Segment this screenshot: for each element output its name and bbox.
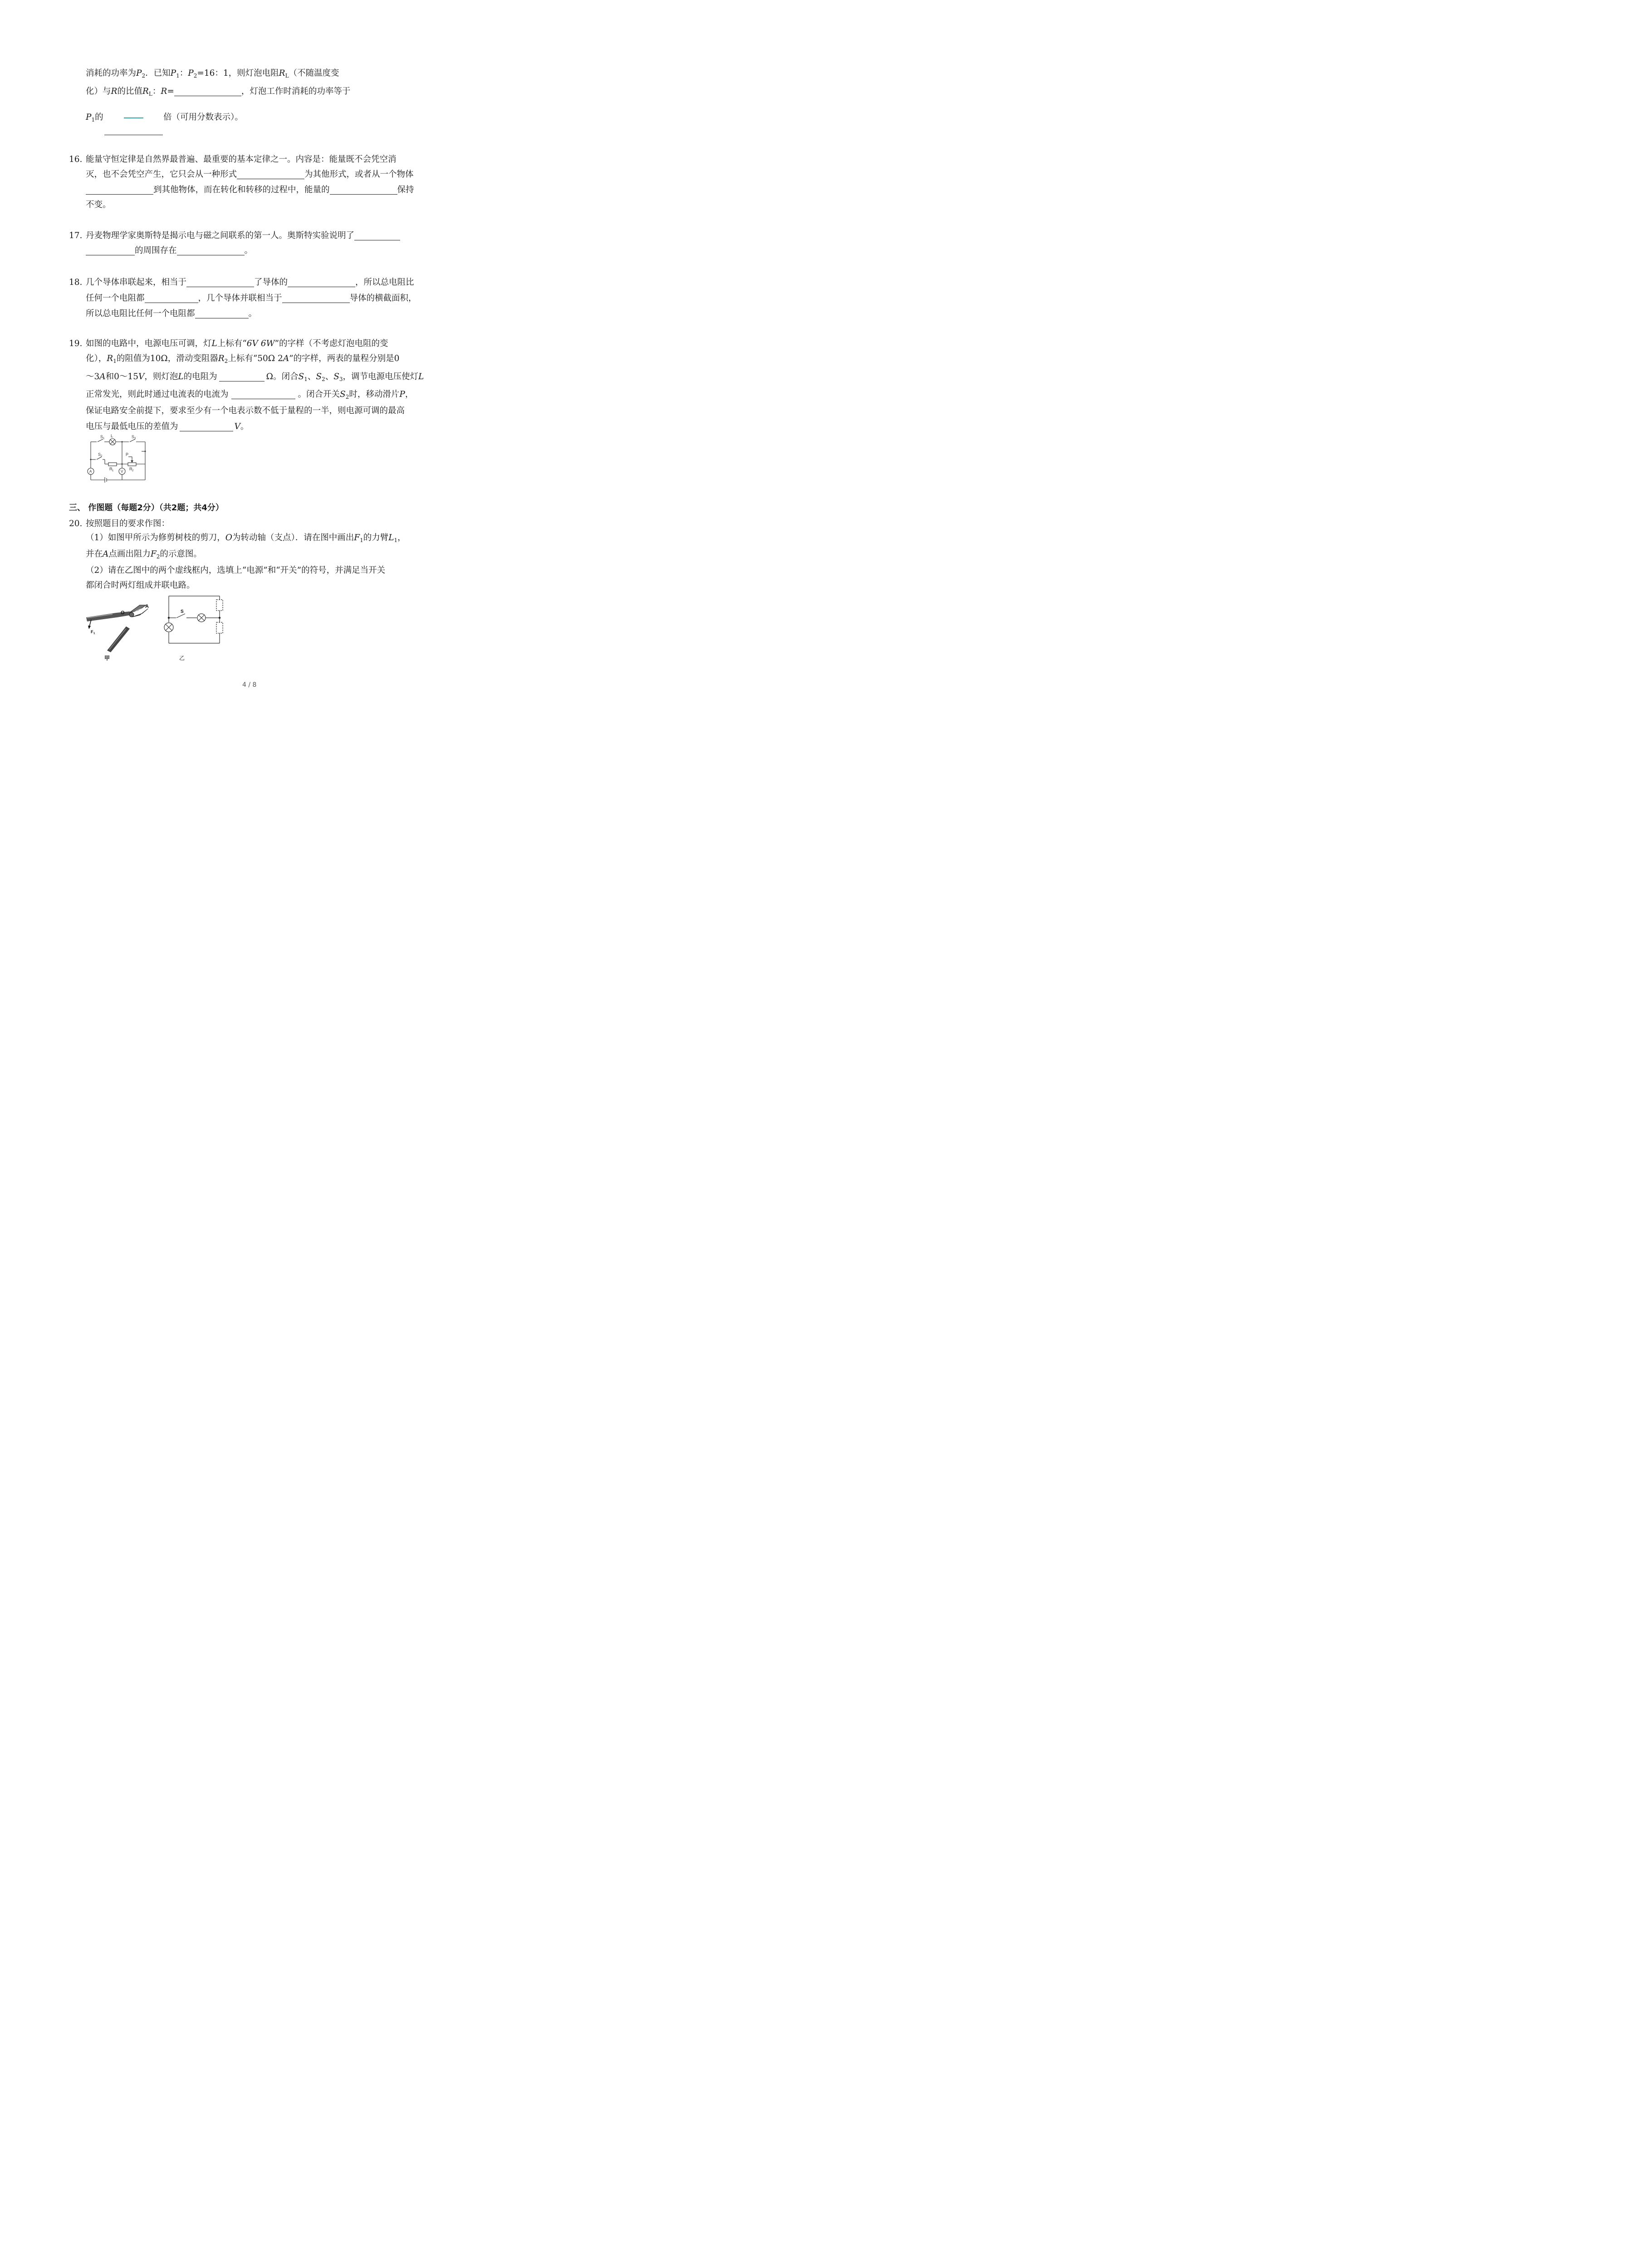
q17-blank-1[interactable] xyxy=(354,231,400,240)
q19-line3: ～3A和0～15V，则灯泡L的电阻为 Ω。闭合$S_1$、$S_2$、$S_3$，调节电源电压使灯L xyxy=(86,372,424,382)
q19-blank-1[interactable] xyxy=(219,372,265,381)
label-s3: S xyxy=(132,435,135,439)
label-s3-sub: 3 xyxy=(134,437,136,440)
label-s1: S xyxy=(100,435,103,439)
q20-line5: 都闭合时两灯组成并联电路。 xyxy=(86,581,195,590)
q17-blank-2[interactable] xyxy=(177,246,245,255)
q18-number: 18. xyxy=(69,278,83,287)
q18-blank-1[interactable] xyxy=(186,278,254,287)
q18-line3: 所以总电阻比任何一个电阻都 。 xyxy=(86,309,257,318)
q18-line2: 任何一个电阻都 ，几个导体并联相当于 导体的横截面积， xyxy=(86,293,417,303)
q19-blank-2[interactable] xyxy=(231,390,295,399)
q19-line1: 如图的电路中，电源电压可调，灯L上标有“6V 6W”的字样（不考虑灯泡电阻的变 xyxy=(86,339,388,348)
q20-line1: 按照题目的要求作图： xyxy=(86,519,170,528)
label-yi: 乙 xyxy=(179,655,185,661)
q17-line1: 丹麦物理学家奥斯特是揭示电与磁之间联系的第一人。奥斯特实验说明了 xyxy=(86,230,400,242)
q17-blank-1-cont[interactable] xyxy=(86,246,135,255)
q16-line1: 能量守恒定律是自然界最普遍、最重要的基本定律之一。内容是：能量既不会凭空消 xyxy=(86,155,397,164)
label-r2-sub: 2 xyxy=(132,469,134,472)
q18-blank-4[interactable] xyxy=(282,293,350,303)
label-s2: S xyxy=(98,452,101,457)
q16-blank-3[interactable] xyxy=(330,185,397,195)
q15-line3: $P_1$的 xyxy=(86,112,103,123)
ammeter-label: A xyxy=(89,469,92,474)
q20-line4: （2）请在乙图中的两个虚线框内，选填上“电源”和“开关”的符号，并满足当开关 xyxy=(86,566,386,575)
q15-answer-blank-1[interactable] xyxy=(174,87,241,96)
label-p: P xyxy=(126,452,129,457)
q16-line3: 到其他物体，而在转化和转移的过程中，能量的 保持 xyxy=(86,184,414,196)
q16-blank-2[interactable] xyxy=(86,185,153,195)
label-f-sub: 1 xyxy=(93,632,95,635)
q20-figure xyxy=(84,592,230,663)
q16-blank-1[interactable] xyxy=(237,170,304,179)
q17-line2: 的周围存在 。 xyxy=(86,245,253,257)
q19-line6: 电压与最低电压的差值为 V。 xyxy=(86,422,249,431)
q19-circuit-diagram xyxy=(84,433,149,483)
q19-line2: 化），$R_1$的阻值为10Ω，滑动变阻器$R_2$上标有“50Ω 2A”的字样，两表的量程分别是0 xyxy=(86,354,400,364)
q15-line3-tail: 倍（可用分数表示）。 xyxy=(163,112,243,122)
q19-number: 19. xyxy=(69,339,83,348)
fraction-bar xyxy=(124,117,143,118)
q18-blank-2[interactable] xyxy=(288,278,355,287)
q19-blank-3[interactable] xyxy=(180,422,233,431)
voltmeter-label: V xyxy=(121,469,123,474)
q18-line1: 几个导体串联起来，相当于 了导体的 ，所以总电阻比 xyxy=(86,278,414,287)
label-l: L xyxy=(111,434,113,438)
q15-line1: 消耗的功率为$P_2$．已知$P_1$：$P_2=16$：1，则灯泡电阻$R_L$（不随温度变 xyxy=(86,68,339,79)
label-f: F xyxy=(91,630,93,634)
q18-blank-3[interactable] xyxy=(145,293,198,303)
label-s1-sub: 1 xyxy=(103,437,105,440)
label-r1-sub: 1 xyxy=(112,469,114,472)
q19-line4: 正常发光，则此时通过电流表的电流为 。闭合开关$S_2$时，移动滑片P， xyxy=(86,390,414,400)
q15-line2: 化）与R的比值$R_L$：R= ，灯泡工作时消耗的功率等于 xyxy=(86,87,351,97)
q16-line4: 不变。 xyxy=(86,200,111,210)
pruning-shears-image xyxy=(84,592,230,663)
q20-line2: （1）如图甲所示为修剪树枝的剪刀，O为转动轴（支点）．请在图中画出$F_1$的力臂$L_1$， xyxy=(86,533,406,543)
label-s: S xyxy=(181,609,184,614)
q17-number: 17. xyxy=(69,231,83,240)
q16-number: 16. xyxy=(69,155,83,164)
q16-line2: 灭，也不会凭空产生，它只会从一种形式 为其他形式，或者从一个物体 xyxy=(86,170,414,179)
q19-line5: 保证电路安全前提下，要求至少有一个电表示数不低于量程的一半，则电源可调的最高 xyxy=(86,406,405,415)
label-r2: R xyxy=(129,467,132,471)
label-s2-sub: 2 xyxy=(101,455,103,458)
page-number: 4 / 8 xyxy=(242,681,257,689)
q20-line3: 并在A点画出阻力$F_2$的示意图。 xyxy=(86,549,202,560)
section-3-title: 三、 作图题（每题2分）（共2题；共4分） xyxy=(69,503,224,513)
q18-blank-5[interactable] xyxy=(195,309,249,318)
q20-number: 20. xyxy=(69,519,83,528)
label-o: O xyxy=(121,610,125,616)
slider-arrow-icon xyxy=(131,460,133,463)
label-r1: R xyxy=(109,467,113,471)
label-a: A xyxy=(145,604,149,609)
label-jia: 甲 xyxy=(104,655,110,661)
